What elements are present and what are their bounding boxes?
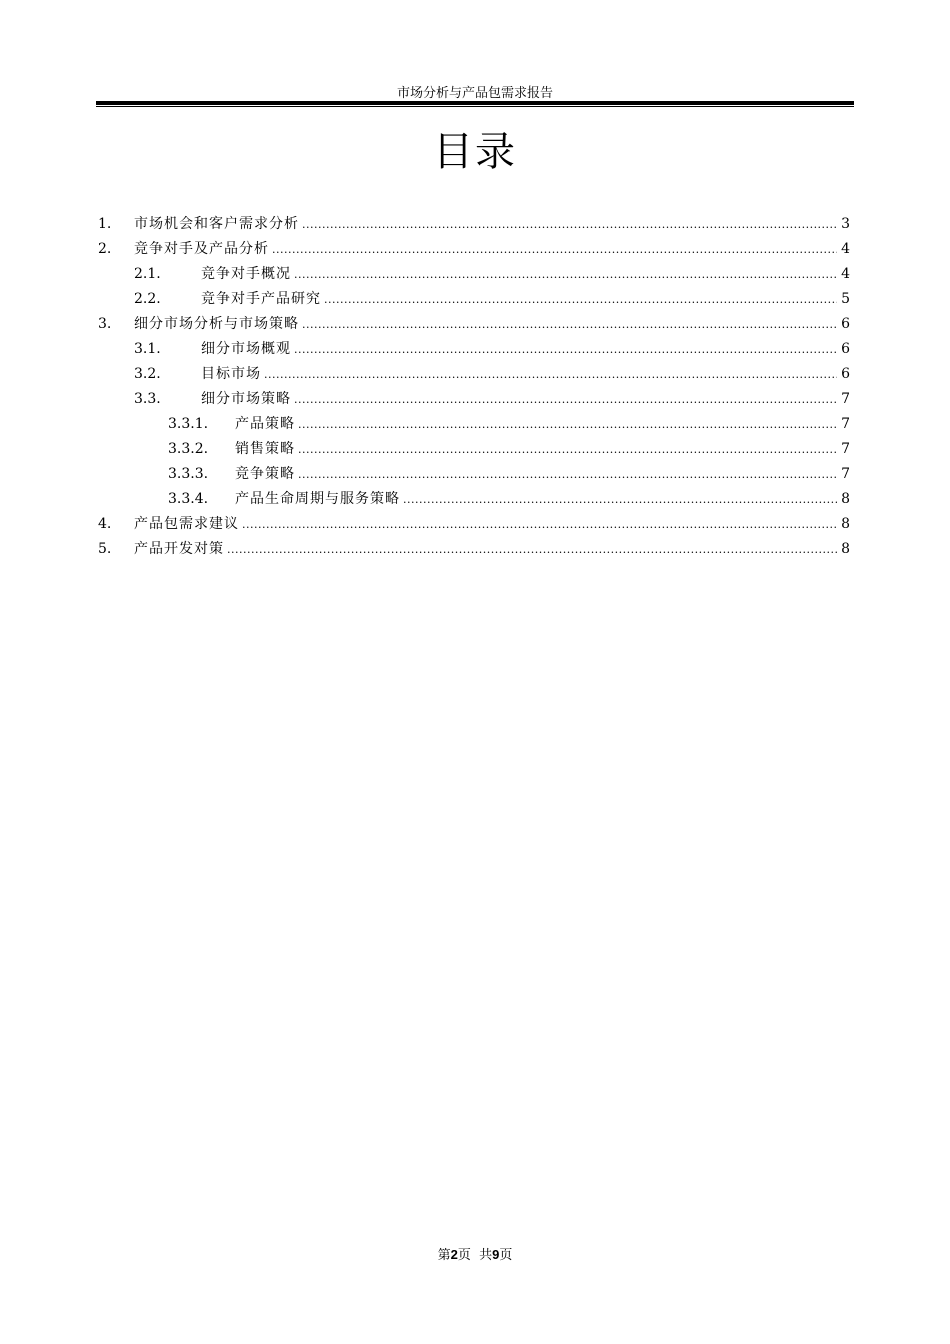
toc-title: 目录 bbox=[433, 129, 517, 175]
toc-entry[interactable] bbox=[98, 462, 850, 487]
toc-entry[interactable] bbox=[98, 362, 850, 387]
toc-dot-leader bbox=[294, 262, 837, 287]
toc-entry-number: 2.2. bbox=[134, 291, 161, 307]
footer-page-mid: 页 共 bbox=[457, 1248, 493, 1263]
toc-entry-page: 7 bbox=[841, 466, 850, 482]
toc-dot-leader bbox=[302, 312, 837, 337]
toc-entry-number: 5. bbox=[98, 541, 112, 557]
toc-entry-text: 产品包需求建议 bbox=[134, 516, 239, 532]
toc-entry-text: 竞争策略 bbox=[235, 466, 295, 482]
toc-entry-page: 3 bbox=[841, 216, 850, 232]
toc-entry-text: 产品生命周期与服务策略 bbox=[235, 491, 400, 507]
toc-dot-leader bbox=[294, 337, 837, 362]
toc-dot-leader bbox=[403, 487, 837, 512]
toc-entry-text: 竞争对手产品研究 bbox=[201, 291, 321, 307]
table-of-contents bbox=[98, 212, 850, 562]
toc-entry[interactable] bbox=[98, 387, 850, 412]
toc-entry-number: 2. bbox=[98, 241, 112, 257]
toc-entry-text: 产品开发对策 bbox=[134, 541, 224, 557]
footer-page-total: 9 bbox=[492, 1247, 500, 1262]
header-title: 市场分析与产品包需求报告 bbox=[396, 86, 553, 101]
toc-entry-page: 7 bbox=[841, 416, 850, 432]
toc-entry-text: 细分市场分析与市场策略 bbox=[134, 316, 299, 332]
toc-dot-leader bbox=[264, 362, 837, 387]
page-header bbox=[96, 86, 854, 102]
toc-entry-text: 销售策略 bbox=[235, 441, 295, 457]
toc-entry[interactable] bbox=[98, 212, 850, 237]
toc-dot-leader bbox=[242, 512, 837, 537]
toc-entry-number: 3.3.2. bbox=[168, 441, 209, 457]
toc-entry-number: 3.3.1. bbox=[168, 416, 209, 432]
footer-page-current: 2 bbox=[450, 1247, 458, 1262]
toc-entry-number: 3.3.4. bbox=[168, 491, 209, 507]
toc-entry-page: 5 bbox=[841, 291, 850, 307]
toc-entry-page: 6 bbox=[841, 316, 850, 332]
toc-entry-text: 细分市场策略 bbox=[201, 391, 291, 407]
toc-entry-number: 3.3. bbox=[134, 391, 161, 407]
toc-entry-text: 目标市场 bbox=[201, 366, 261, 382]
toc-dot-leader bbox=[272, 237, 837, 262]
toc-dot-leader bbox=[227, 537, 837, 562]
toc-entry-number: 2.1. bbox=[134, 266, 161, 282]
toc-dot-leader bbox=[298, 437, 837, 462]
toc-entry[interactable] bbox=[98, 537, 850, 562]
toc-dot-leader bbox=[298, 462, 837, 487]
toc-entry-number: 4. bbox=[98, 516, 112, 532]
toc-entry-number: 3.2. bbox=[134, 366, 161, 382]
header-rule-thick bbox=[96, 101, 854, 105]
toc-entry-page: 4 bbox=[841, 266, 850, 282]
toc-entry-page: 8 bbox=[841, 491, 850, 507]
toc-entry-number: 3.3.3. bbox=[168, 466, 209, 482]
toc-entry-number: 1. bbox=[98, 216, 112, 232]
toc-entry[interactable] bbox=[98, 237, 850, 262]
toc-entry-text: 市场机会和客户需求分析 bbox=[134, 216, 299, 232]
toc-entry[interactable] bbox=[98, 412, 850, 437]
footer-page-prefix: 第 bbox=[437, 1248, 451, 1263]
toc-entry-page: 6 bbox=[841, 341, 850, 357]
toc-entry-page: 6 bbox=[841, 366, 850, 382]
toc-dot-leader bbox=[294, 387, 837, 412]
toc-entry-number: 3.1. bbox=[134, 341, 161, 357]
toc-entry[interactable] bbox=[98, 312, 850, 337]
footer-page-suffix: 页 bbox=[499, 1248, 513, 1263]
toc-entry[interactable] bbox=[98, 287, 850, 312]
toc-entry-number: 3. bbox=[98, 316, 112, 332]
toc-entry-page: 8 bbox=[841, 541, 850, 557]
toc-entry[interactable] bbox=[98, 262, 850, 287]
toc-entry-text: 竞争对手及产品分析 bbox=[134, 241, 269, 257]
toc-entry-text: 竞争对手概况 bbox=[201, 266, 291, 282]
toc-entry-page: 7 bbox=[841, 391, 850, 407]
toc-entry[interactable] bbox=[98, 337, 850, 362]
toc-dot-leader bbox=[298, 412, 837, 437]
toc-dot-leader bbox=[324, 287, 837, 312]
toc-entry-page: 7 bbox=[841, 441, 850, 457]
toc-entry-text: 细分市场概观 bbox=[201, 341, 291, 357]
toc-entry-text: 产品策略 bbox=[235, 416, 295, 432]
toc-entry-page: 8 bbox=[841, 516, 850, 532]
toc-entry[interactable] bbox=[98, 437, 850, 462]
header-rule-thin bbox=[96, 106, 854, 107]
toc-entry-page: 4 bbox=[841, 241, 850, 257]
toc-dot-leader bbox=[302, 212, 837, 237]
toc-entry[interactable] bbox=[98, 512, 850, 537]
toc-entry[interactable] bbox=[98, 487, 850, 512]
page-footer bbox=[96, 1247, 854, 1264]
